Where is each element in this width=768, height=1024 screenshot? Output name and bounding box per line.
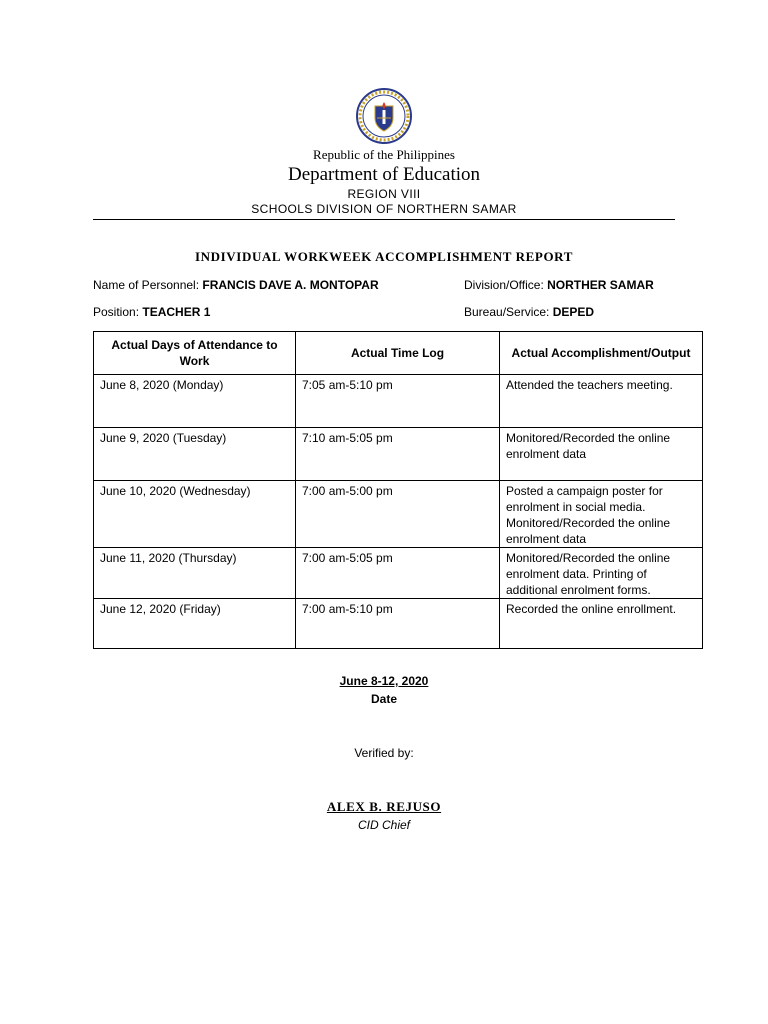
- output-cell: Recorded the online enrollment.: [500, 599, 703, 649]
- time-cell: 7:00 am-5:05 pm: [296, 548, 500, 599]
- signatory-name: ALEX B. REJUSO: [326, 799, 442, 814]
- day-cell: June 11, 2020 (Thursday): [94, 548, 296, 599]
- header-time-log: Actual Time Log: [296, 332, 500, 375]
- bureau-service-value: DEPED: [552, 305, 595, 319]
- personnel-name-value: FRANCIS DAVE A. MONTOPAR: [202, 278, 379, 292]
- position-value: TEACHER 1: [142, 305, 211, 319]
- output-cell: Attended the teachers meeting.: [500, 375, 703, 428]
- time-cell: 7:00 am-5:10 pm: [296, 599, 500, 649]
- day-cell: June 8, 2020 (Monday): [94, 375, 296, 428]
- personnel-name-label: Name of Personnel:: [93, 278, 203, 292]
- header-accomplishment: Actual Accomplishment/Output: [500, 332, 703, 375]
- report-date-label: Date: [370, 692, 397, 706]
- republic-heading: Republic of the Philippines: [313, 147, 455, 162]
- position-field: [93, 305, 210, 319]
- time-cell: 7:10 am-5:05 pm: [296, 428, 500, 481]
- output-cell: Monitored/Recorded the online enrolment data: [500, 428, 703, 481]
- table-header-row: [94, 332, 703, 375]
- table-row: [94, 599, 703, 649]
- bureau-service-field: [464, 305, 594, 319]
- department-heading: Department of Education: [287, 164, 481, 185]
- signatory-title: CID Chief: [357, 818, 410, 832]
- division-office-label: Division/Office:: [464, 278, 548, 292]
- report-title: INDIVIDUAL WORKWEEK ACCOMPLISHMENT REPORT: [195, 249, 573, 264]
- division-heading: SCHOOLS DIVISION OF NORTHERN SAMAR: [251, 202, 517, 216]
- day-cell: June 12, 2020 (Friday): [94, 599, 296, 649]
- division-office-field: [464, 278, 654, 292]
- personnel-name-field: [93, 278, 379, 292]
- region-heading: REGION VIII: [347, 187, 421, 201]
- header-divider: [93, 219, 675, 220]
- attendance-table: [93, 331, 703, 649]
- time-cell: 7:00 am-5:00 pm: [296, 481, 500, 548]
- table-row: [94, 481, 703, 548]
- day-cell: June 10, 2020 (Wednesday): [94, 481, 296, 548]
- deped-seal-logo: [356, 88, 412, 144]
- report-date-value: June 8-12, 2020: [339, 674, 429, 688]
- bureau-service-label: Bureau/Service:: [464, 305, 553, 319]
- header-days: Actual Days of Attendance to Work: [94, 332, 296, 375]
- day-cell: June 9, 2020 (Tuesday): [94, 428, 296, 481]
- table-row: [94, 375, 703, 428]
- output-cell: Monitored/Recorded the online enrolment data. Printing of additional enrolment forms.: [500, 548, 703, 599]
- time-cell: 7:05 am-5:10 pm: [296, 375, 500, 428]
- output-cell: Posted a campaign poster for enrolment in social media. Monitored/Recorded the online enrolment data: [500, 481, 703, 548]
- table-row: [94, 548, 703, 599]
- division-office-value: NORTHER SAMAR: [547, 278, 654, 292]
- verified-by-label: Verified by:: [354, 746, 414, 760]
- table-row: [94, 428, 703, 481]
- position-label: Position:: [93, 305, 143, 319]
